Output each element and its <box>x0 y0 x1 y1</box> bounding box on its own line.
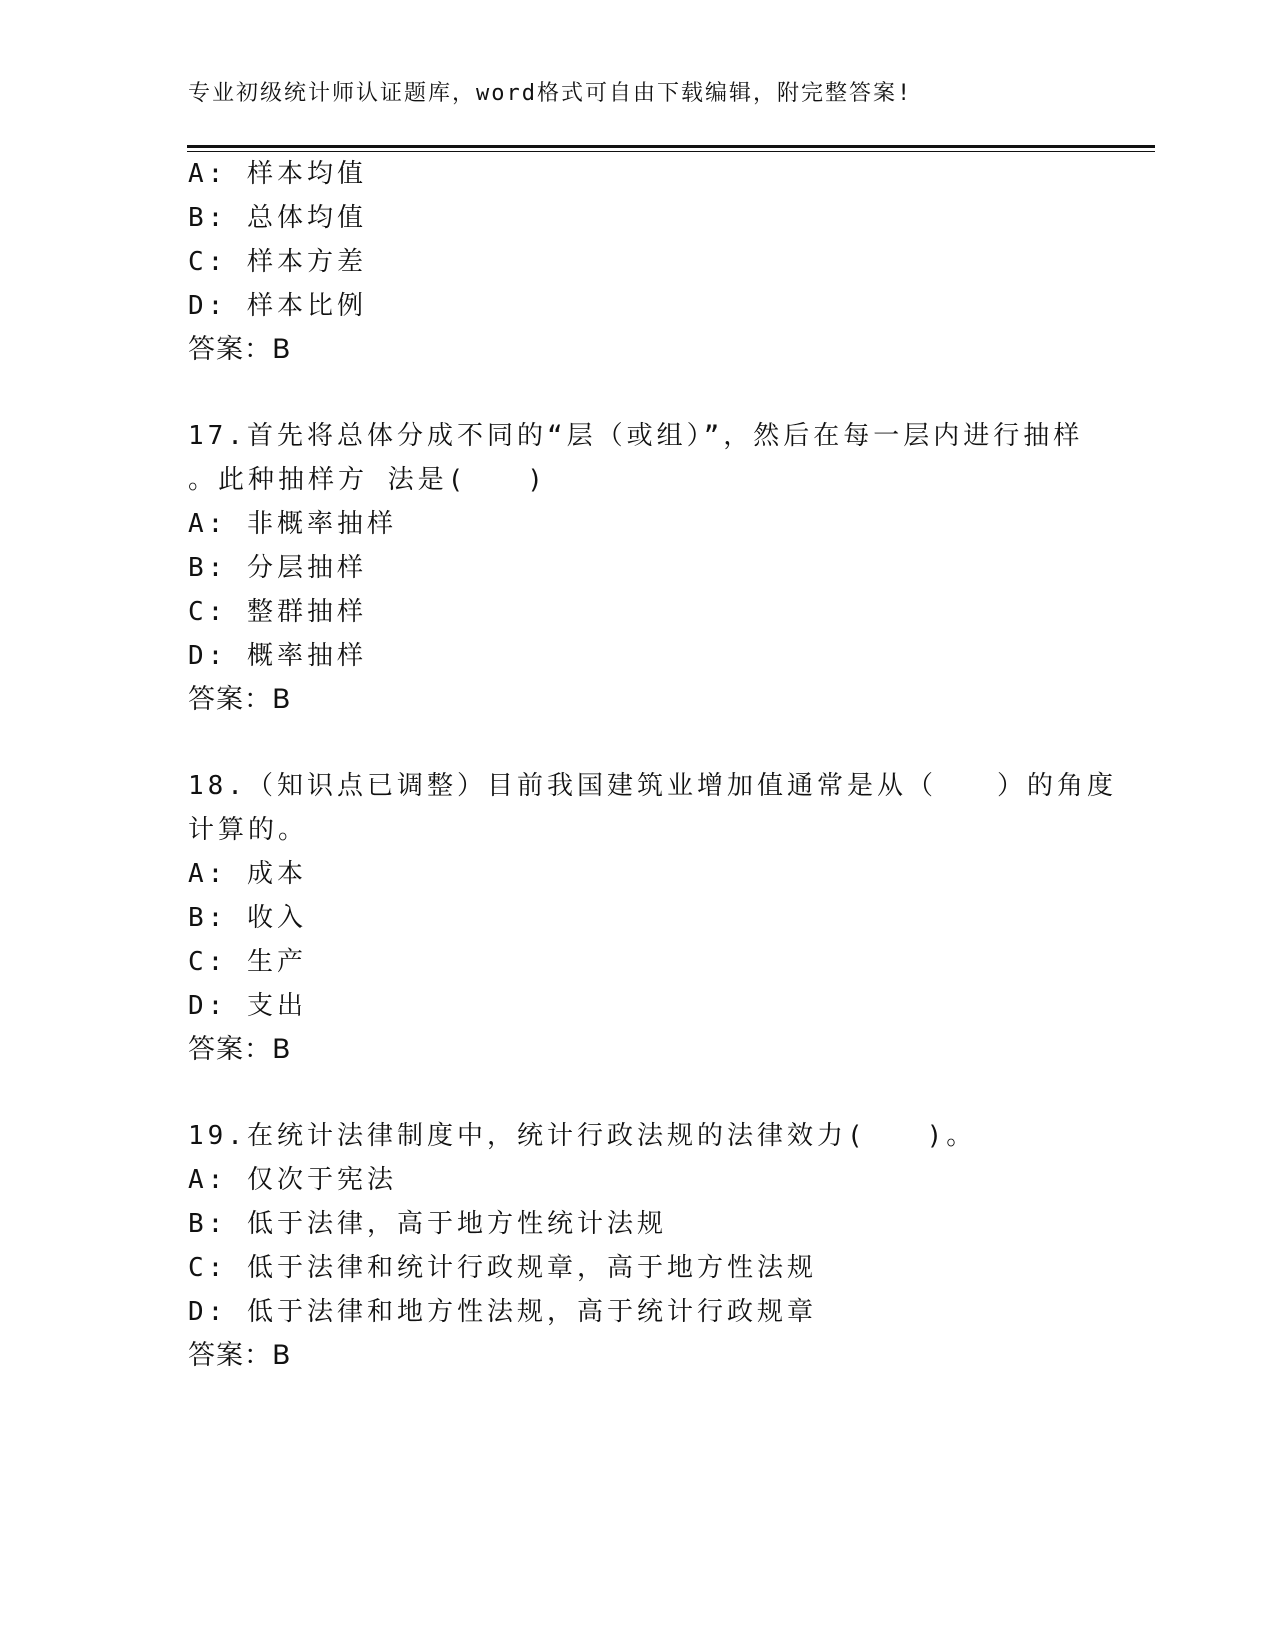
option-label: B: <box>188 553 228 583</box>
option-text: 整群抽样 <box>246 597 367 627</box>
option-label: B: <box>188 903 228 933</box>
option-text: 非概率抽样 <box>246 509 397 539</box>
option-b <box>188 552 367 584</box>
option-label: A: <box>188 859 228 889</box>
option-text: 低于法律，高于地方性统计法规 <box>246 1209 667 1239</box>
answer-text: 答案：B <box>188 1034 292 1065</box>
option-a <box>188 1164 397 1196</box>
option-label: D: <box>188 1297 228 1327</box>
header-text: 专业初级统计师认证题库，word格式可自由下载编辑，附完整答案! <box>188 81 913 106</box>
question-18-line-1: 18.（知识点已调整）目前我国建筑业增加值通常是从（ ）的角度 <box>188 771 1117 801</box>
option-d <box>188 990 307 1022</box>
option-text: 生产 <box>246 947 307 977</box>
option-text: 总体均值 <box>246 203 367 233</box>
answer-text: 答案：B <box>188 1340 292 1371</box>
option-text: 样本方差 <box>246 247 367 277</box>
option-a <box>188 158 367 190</box>
option-text: 收入 <box>246 903 307 933</box>
option-text: 样本比例 <box>246 291 367 321</box>
option-b <box>188 1208 667 1240</box>
option-text: 成本 <box>246 859 307 889</box>
option-a <box>188 858 307 890</box>
option-label: D: <box>188 991 228 1021</box>
option-text: 分层抽样 <box>246 553 367 583</box>
answer-text: 答案：B <box>188 684 292 715</box>
header-rule-thick <box>187 145 1155 148</box>
question-19-line-1: 19.在统计法律制度中，统计行政法规的法律效力( )。 <box>188 1121 977 1151</box>
option-b <box>188 902 307 934</box>
option-c <box>188 1252 817 1284</box>
option-d <box>188 640 367 672</box>
option-label: B: <box>188 203 228 233</box>
option-label: A: <box>188 509 228 539</box>
option-c <box>188 246 367 278</box>
question-18-line-2: 计算的。 <box>188 815 309 845</box>
option-c <box>188 596 367 628</box>
option-label: A: <box>188 1165 228 1195</box>
option-label: C: <box>188 247 228 277</box>
answer-text: 答案：B <box>188 334 292 365</box>
option-c <box>188 946 307 978</box>
question-17-line-1: 17.首先将总体分成不同的“层（或组）”，然后在每一层内进行抽样 <box>188 421 1084 451</box>
option-text: 低于法律和统计行政规章，高于地方性法规 <box>246 1253 817 1283</box>
question-17-line-2: 。此种抽样方 法是( ) <box>188 465 547 495</box>
option-b <box>188 202 367 234</box>
option-text: 低于法律和地方性法规，高于统计行政规章 <box>246 1297 817 1327</box>
option-label: D: <box>188 641 228 671</box>
option-d <box>188 1296 817 1328</box>
option-label: C: <box>188 1253 228 1283</box>
option-text: 仅次于宪法 <box>246 1165 397 1195</box>
option-text: 样本均值 <box>246 159 367 189</box>
option-d <box>188 290 367 322</box>
option-a <box>188 508 397 540</box>
option-text: 概率抽样 <box>246 641 367 671</box>
option-label: A: <box>188 159 228 189</box>
header-rule-thin <box>187 151 1155 152</box>
option-label: B: <box>188 1209 228 1239</box>
option-label: D: <box>188 291 228 321</box>
option-label: C: <box>188 597 228 627</box>
option-label: C: <box>188 947 228 977</box>
option-text: 支出 <box>246 991 307 1021</box>
